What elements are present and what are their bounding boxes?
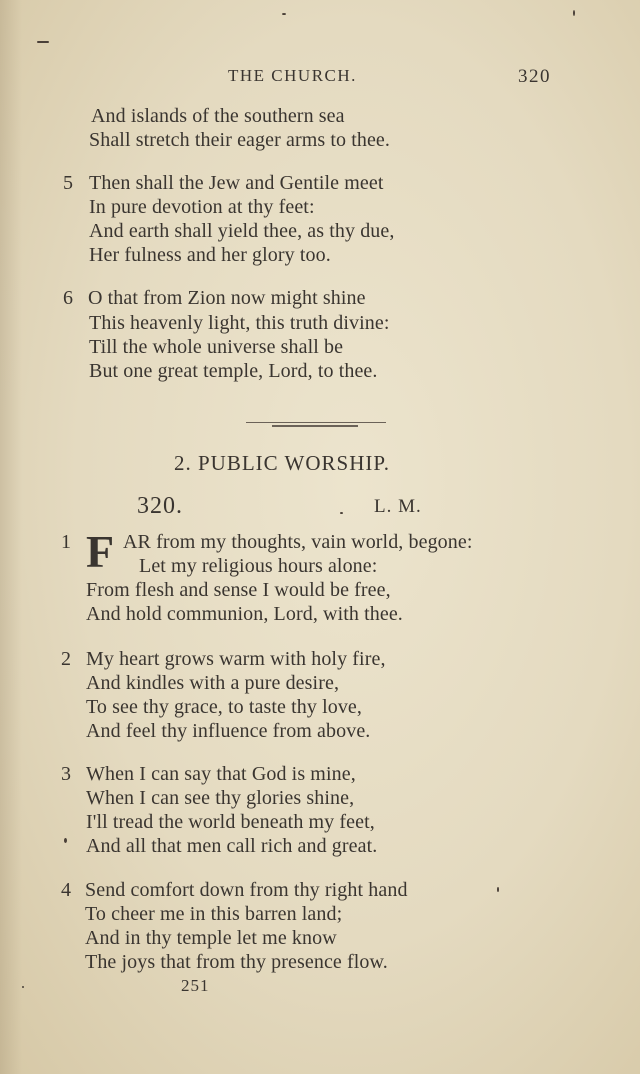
running-head-title: THE CHURCH. [228,66,357,85]
paper-speck [573,10,575,16]
stanza-number: 1 [61,531,71,553]
paper-speck [282,13,286,15]
verse-line: This heavenly light, this truth divine: [89,312,390,334]
verse-line: But one great temple, Lord, to thee. [89,360,378,382]
verse-line: To see thy grace, to taste thy love, [86,696,363,718]
verse-line: Shall stretch their eager arms to thee. [89,129,391,151]
section-heading: 2. PUBLIC WORSHIP. [174,451,390,475]
verse-line: And in thy temple let me know [85,927,337,949]
verse-line: Let my religious hours alone: [139,555,378,577]
verse-line: And hold communion, Lord, with thee. [86,603,403,625]
verse-line: And islands of the southern sea [91,105,345,127]
verse-line: The joys that from thy presence flow. [85,951,388,973]
verse-line: Till the whole universe shall be [89,336,344,358]
verse-line: I'll tread the world beneath my feet, [86,811,375,833]
stanza-number: 4 [61,879,71,901]
verse-line: Send comfort down from thy right hand [85,879,408,901]
paper-speck [340,512,343,514]
ornamental-rule-center [272,425,358,427]
drop-cap: F [86,526,115,577]
stanza-number: 6 [63,287,73,309]
hymn-meter: L. M. [374,496,422,517]
verse-line: When I can see thy glories shine, [86,787,355,809]
verse-line: And earth shall yield thee, as thy due, [89,220,395,242]
ornamental-rule [246,422,386,423]
paper-speck [497,887,499,892]
verse-line: To cheer me in this barren land; [85,903,343,925]
stanza-number: 2 [61,648,71,670]
signature-mark: 251 [181,976,210,995]
stanza-number: 5 [63,172,73,194]
hymn-number: 320. [137,493,183,519]
verse-line: Her fulness and her glory too. [89,244,331,266]
paper-speck [22,986,24,988]
verse-line: And all that men call rich and great. [86,835,378,857]
verse-line: Then shall the Jew and Gentile meet [89,172,384,194]
verse-line: In pure devotion at thy feet: [89,196,315,218]
stanza-number: 3 [61,763,71,785]
verse-line: And feel thy influence from above. [86,720,371,742]
running-head-page-number: 320 [518,66,551,87]
verse-line: AR from my thoughts, vain world, begone: [123,531,473,553]
paper-speck [37,41,49,43]
verse-line: When I can say that God is mine, [86,763,356,785]
verse-line: From flesh and sense I would be free, [86,579,391,601]
paper-speck [64,838,67,843]
verse-line: My heart grows warm with holy fire, [86,648,386,670]
verse-line: And kindles with a pure desire, [86,672,340,694]
verse-line: O that from Zion now might shine [88,287,366,309]
